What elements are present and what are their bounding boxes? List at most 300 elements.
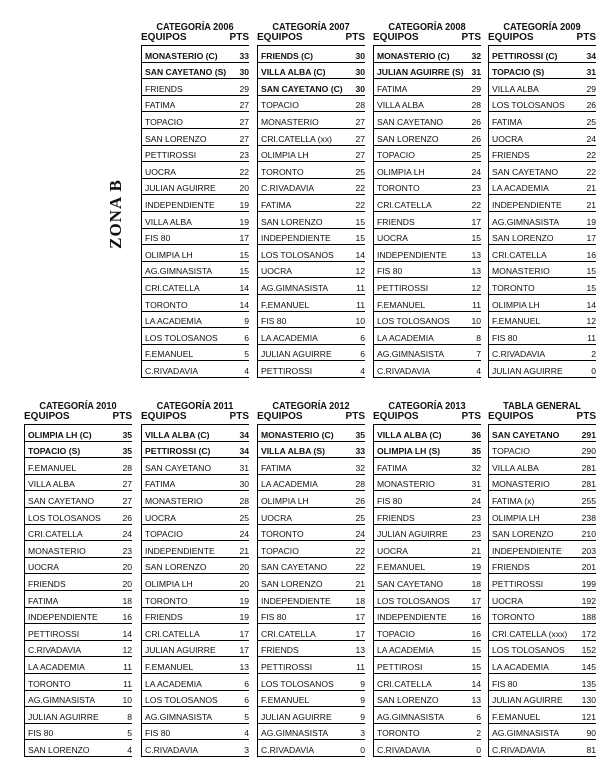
table-row: [142, 129, 249, 146]
table-row: [258, 195, 365, 212]
table-row: [489, 212, 596, 229]
team-points: 13: [239, 661, 249, 672]
table-row: [258, 608, 365, 625]
team-points: 20: [122, 562, 132, 573]
team-name: F.EMANUEL: [377, 562, 426, 573]
table-row: [374, 63, 481, 80]
header-pts: PTS: [576, 411, 596, 422]
team-points: 4: [244, 728, 249, 739]
table-row: [25, 541, 132, 558]
team-points: 17: [239, 628, 249, 639]
table-row: [258, 96, 365, 113]
team-points: 188: [581, 612, 596, 623]
team-name: PETTIROSSI: [261, 365, 313, 376]
table-row: [258, 229, 365, 246]
team-points: 22: [355, 183, 365, 194]
team-name: FIS 80: [28, 728, 54, 739]
table-row: [25, 442, 132, 459]
team-name: PETTIROSSI: [377, 282, 429, 293]
team-points: 16: [122, 612, 132, 623]
team-name: F.EMANUEL: [145, 349, 194, 360]
table-row: [142, 442, 249, 459]
team-name: LA ACADEMIA: [377, 645, 434, 656]
team-points: 15: [586, 282, 596, 293]
team-name: FATIMA: [145, 479, 176, 490]
table-row: [142, 245, 249, 262]
team-points: 29: [471, 83, 481, 94]
team-points: 6: [244, 678, 249, 689]
team-points: 6: [476, 711, 481, 722]
header-pts: PTS: [461, 411, 481, 422]
table-row: [25, 558, 132, 575]
table-row: [489, 674, 596, 691]
team-name: VILLA ALBA: [145, 216, 192, 227]
table-row: [489, 96, 596, 113]
team-name: INDEPENDIENTE: [492, 199, 562, 210]
team-name: MONASTERIO: [492, 479, 550, 490]
team-points: 31: [471, 479, 481, 490]
table-row: [489, 608, 596, 625]
team-name: SAN CAYETANO: [377, 578, 444, 589]
team-name: FRIENDS: [28, 578, 66, 589]
table-row: [142, 740, 249, 757]
team-name: C.RIVADAVIA: [261, 744, 315, 755]
table-row: [374, 361, 481, 378]
header-teams: EQUIPOS: [257, 411, 303, 422]
table-row: [258, 525, 365, 542]
team-points: 31: [239, 462, 249, 473]
table-row: [142, 162, 249, 179]
table-header: [257, 33, 365, 46]
table-row: [142, 96, 249, 113]
team-name: TORONTO: [492, 612, 535, 623]
table-title: CATEGORÍA 2006: [156, 22, 234, 33]
table-row: [258, 707, 365, 724]
table-row: [25, 591, 132, 608]
team-points: 23: [471, 512, 481, 523]
table-row: [258, 262, 365, 279]
team-points: 25: [239, 512, 249, 523]
team-points: 24: [122, 529, 132, 540]
team-points: 9: [360, 678, 365, 689]
team-name: LA ACADEMIA: [492, 183, 549, 194]
team-name: CRI.CATELLA: [145, 628, 200, 639]
team-points: 281: [581, 462, 596, 473]
team-points: 20: [239, 183, 249, 194]
team-name: C.RIVADAVIA: [492, 744, 546, 755]
table-row: [374, 79, 481, 96]
table-row: [489, 591, 596, 608]
team-name: SAN LORENZO: [145, 562, 207, 573]
table-row: [489, 525, 596, 542]
team-name: JULIAN AGUIRRE: [261, 349, 332, 360]
team-name: F.EMANUEL: [28, 462, 77, 473]
table-row: [489, 312, 596, 329]
team-points: 17: [586, 233, 596, 244]
team-points: 34: [239, 429, 249, 440]
table-row: [258, 312, 365, 329]
table-row: [142, 328, 249, 345]
team-points: 32: [471, 462, 481, 473]
team-points: 24: [471, 166, 481, 177]
team-points: 30: [239, 479, 249, 490]
table-row: [374, 345, 481, 362]
table-row: [374, 691, 481, 708]
team-points: 9: [360, 711, 365, 722]
team-points: 25: [586, 116, 596, 127]
table-row: [142, 195, 249, 212]
table-row: [489, 657, 596, 674]
team-name: JULIAN AGUIRRE: [492, 695, 563, 706]
team-name: OLIMPIA LH: [492, 299, 540, 310]
table-row: [489, 46, 596, 63]
team-points: 15: [239, 266, 249, 277]
table-row: [258, 295, 365, 312]
table-row: [489, 229, 596, 246]
team-points: 24: [471, 495, 481, 506]
team-points: 28: [355, 100, 365, 111]
table-row: [489, 146, 596, 163]
team-name: FATIMA: [261, 462, 292, 473]
table-title: TABLA GENERAL: [503, 401, 581, 412]
team-points: 3: [244, 744, 249, 755]
team-points: 12: [355, 266, 365, 277]
table-row: [258, 361, 365, 378]
table-row: [374, 624, 481, 641]
standings-table: [257, 22, 365, 378]
table-row: [374, 558, 481, 575]
table-row: [489, 707, 596, 724]
team-points: 12: [471, 282, 481, 293]
team-name: FATIMA: [145, 100, 176, 111]
team-name: TOPACIO (S): [28, 446, 81, 457]
team-points: 26: [122, 512, 132, 523]
table-row: [489, 328, 596, 345]
team-points: 16: [471, 612, 481, 623]
team-points: 12: [586, 316, 596, 327]
team-name: PETTIROSSI (C): [492, 50, 558, 61]
team-name: FIS 80: [261, 316, 287, 327]
team-name: F.EMANUEL: [145, 661, 194, 672]
table-row: [374, 475, 481, 492]
team-points: 17: [355, 612, 365, 623]
team-name: C.RIVADAVIA: [492, 349, 546, 360]
team-points: 5: [127, 728, 132, 739]
team-points: 28: [355, 479, 365, 490]
team-points: 30: [355, 50, 365, 61]
table-title: CATEGORÍA 2007: [272, 22, 350, 33]
table-row: [258, 574, 365, 591]
team-name: AG.GIMNASISTA: [377, 711, 445, 722]
team-points: 19: [239, 612, 249, 623]
team-name: FRIENDS (C): [261, 50, 314, 61]
team-points: 20: [239, 578, 249, 589]
standings-table: [373, 22, 481, 378]
table-title: CATEGORÍA 2010: [39, 401, 117, 412]
table-row: [258, 212, 365, 229]
team-points: 11: [356, 282, 365, 293]
team-points: 199: [581, 578, 596, 589]
table-row: [489, 740, 596, 757]
table-row: [489, 179, 596, 196]
table-row: [142, 475, 249, 492]
table-row: [142, 574, 249, 591]
table-row: [489, 691, 596, 708]
team-points: 14: [586, 299, 596, 310]
team-name: F.EMANUEL: [492, 316, 541, 327]
team-name: VILLA ALBA (C): [377, 429, 442, 440]
table-row: [142, 541, 249, 558]
team-points: 27: [355, 116, 365, 127]
team-points: 16: [586, 249, 596, 260]
table-header: [373, 412, 481, 425]
team-points: 0: [591, 365, 596, 376]
team-name: MONASTERIO: [145, 495, 203, 506]
team-points: 15: [471, 661, 481, 672]
table-row: [25, 691, 132, 708]
table-row: [374, 312, 481, 329]
team-name: FATIMA: [261, 199, 292, 210]
header-pts: PTS: [229, 32, 249, 43]
team-name: UOCRA: [492, 133, 524, 144]
team-points: 33: [239, 50, 249, 61]
team-points: 15: [586, 266, 596, 277]
team-points: 2: [591, 349, 596, 360]
header-teams: EQUIPOS: [373, 32, 419, 43]
team-points: 34: [586, 50, 596, 61]
team-name: AG.GIMNASISTA: [492, 728, 560, 739]
table-row: [258, 345, 365, 362]
team-name: INDEPENDIENTE: [145, 199, 215, 210]
team-points: 19: [471, 562, 481, 573]
team-points: 17: [355, 628, 365, 639]
table-row: [258, 591, 365, 608]
team-name: JULIAN AGUIRRE: [145, 183, 216, 194]
team-points: 17: [239, 233, 249, 244]
team-name: SAN CAYETANO: [492, 429, 560, 440]
team-name: UOCRA: [145, 166, 177, 177]
team-points: 11: [587, 332, 596, 343]
team-name: FATIMA: [377, 462, 408, 473]
standings-table: [488, 22, 596, 378]
team-points: 13: [355, 645, 365, 656]
team-name: PETTIROSI: [377, 661, 423, 672]
table-row: [374, 195, 481, 212]
team-points: 0: [360, 744, 365, 755]
standings-table: [257, 401, 365, 757]
table-row: [374, 508, 481, 525]
team-name: MONASTERIO: [261, 116, 319, 127]
team-name: INDEPENDIENTE: [261, 233, 331, 244]
team-name: TOPACIO: [145, 116, 183, 127]
team-name: CRI.CATELLA: [377, 199, 432, 210]
team-name: MONASTERIO (C): [377, 50, 450, 61]
team-name: VILLA ALBA: [492, 83, 539, 94]
team-name: TORONTO: [145, 299, 188, 310]
team-points: 28: [239, 495, 249, 506]
team-points: 10: [471, 316, 481, 327]
header-teams: EQUIPOS: [257, 32, 303, 43]
standings-table: [373, 401, 481, 757]
team-name: UOCRA: [28, 562, 60, 573]
team-points: 36: [471, 429, 481, 440]
table-title: CATEGORÍA 2008: [388, 22, 466, 33]
team-points: 22: [355, 562, 365, 573]
table-header: [141, 412, 249, 425]
team-points: 21: [471, 545, 481, 556]
table-row: [25, 641, 132, 658]
table-row: [142, 278, 249, 295]
team-name: VILLA ALBA (C): [145, 429, 210, 440]
team-points: 13: [471, 249, 481, 260]
header-pts: PTS: [112, 411, 132, 422]
team-name: PETTIROSSI (C): [145, 446, 211, 457]
table-row: [142, 608, 249, 625]
team-points: 24: [355, 529, 365, 540]
team-name: FATIMA: [28, 595, 59, 606]
table-row: [142, 361, 249, 378]
team-name: UOCRA: [261, 512, 293, 523]
team-points: 15: [355, 216, 365, 227]
team-points: 22: [355, 199, 365, 210]
team-points: 21: [586, 183, 596, 194]
table-row: [142, 591, 249, 608]
team-name: FRIENDS: [261, 645, 299, 656]
team-points: 13: [471, 266, 481, 277]
team-points: 20: [239, 562, 249, 573]
team-points: 31: [471, 67, 481, 78]
team-name: OLIMPIA LH (S): [377, 446, 441, 457]
team-name: MONASTERIO: [492, 266, 550, 277]
table-row: [489, 278, 596, 295]
team-name: INDEPENDIENTE: [28, 612, 98, 623]
team-name: JULIAN AGUIRRE: [377, 529, 448, 540]
team-name: TOPACIO: [377, 150, 415, 161]
team-points: 4: [360, 365, 365, 376]
team-name: FATIMA: [492, 116, 523, 127]
team-points: 25: [471, 150, 481, 161]
team-points: 9: [244, 316, 249, 327]
team-name: FRIENDS: [377, 512, 415, 523]
team-points: 17: [471, 216, 481, 227]
team-points: 4: [476, 365, 481, 376]
table-row: [142, 345, 249, 362]
team-name: LOS TOLOSANOS: [492, 645, 565, 656]
team-points: 15: [471, 645, 481, 656]
team-name: OLIMPIA LH: [377, 166, 425, 177]
table-row: [489, 262, 596, 279]
table-row: [489, 458, 596, 475]
team-name: TOPACIO (S): [492, 67, 545, 78]
team-name: CRI.CATELLA: [261, 628, 316, 639]
team-name: F.EMANUEL: [492, 711, 541, 722]
table-row: [258, 442, 365, 459]
team-name: FATIMA: [377, 83, 408, 94]
team-points: 172: [581, 628, 596, 639]
team-points: 210: [581, 529, 596, 540]
table-row: [25, 657, 132, 674]
standings-table: [24, 401, 132, 757]
team-points: 26: [471, 116, 481, 127]
table-row: [374, 179, 481, 196]
table-row: [489, 541, 596, 558]
team-name: FIS 80: [145, 233, 171, 244]
team-name: C.RIVADAVIA: [28, 645, 82, 656]
team-points: 21: [586, 199, 596, 210]
team-name: FATIMA (x): [492, 495, 535, 506]
header-teams: EQUIPOS: [488, 32, 534, 43]
table-row: [374, 740, 481, 757]
team-points: 19: [239, 199, 249, 210]
table-row: [489, 361, 596, 378]
team-points: 29: [239, 83, 249, 94]
table-row: [142, 674, 249, 691]
team-name: FRIENDS: [145, 83, 183, 94]
table-row: [489, 624, 596, 641]
team-name: TORONTO: [377, 728, 420, 739]
team-points: 15: [471, 233, 481, 244]
team-points: 203: [581, 545, 596, 556]
table-row: [489, 345, 596, 362]
team-name: SAN CAYETANO (S): [145, 67, 227, 78]
team-points: 121: [581, 711, 596, 722]
table-row: [142, 79, 249, 96]
team-name: TORONTO: [377, 183, 420, 194]
team-name: LOS TOLOSANOS: [145, 695, 218, 706]
team-points: 238: [581, 512, 596, 523]
table-body: [373, 46, 481, 378]
team-name: AG.GIMNASISTA: [377, 349, 445, 360]
table-row: [142, 212, 249, 229]
team-points: 201: [581, 562, 596, 573]
team-points: 28: [471, 100, 481, 111]
team-points: 22: [239, 166, 249, 177]
header-teams: EQUIPOS: [24, 411, 70, 422]
team-points: 22: [355, 545, 365, 556]
table-row: [25, 740, 132, 757]
team-name: JULIAN AGUIRRE: [145, 645, 216, 656]
header-teams: EQUIPOS: [488, 411, 534, 422]
table-header: [373, 33, 481, 46]
team-points: 30: [355, 67, 365, 78]
header-teams: EQUIPOS: [141, 411, 187, 422]
team-name: SAN LORENZO: [377, 695, 439, 706]
table-row: [25, 707, 132, 724]
team-points: 130: [581, 695, 596, 706]
team-points: 8: [476, 332, 481, 343]
team-points: 23: [471, 183, 481, 194]
team-points: 10: [355, 316, 365, 327]
team-points: 6: [244, 332, 249, 343]
team-points: 5: [244, 711, 249, 722]
team-points: 32: [471, 50, 481, 61]
team-name: JULIAN AGUIRRE: [28, 711, 99, 722]
team-points: 35: [471, 446, 481, 457]
team-name: LOS TOLOSANOS: [261, 249, 334, 260]
table-row: [258, 46, 365, 63]
table-row: [258, 179, 365, 196]
team-name: AG.GIMNASISTA: [492, 216, 560, 227]
table-row: [142, 491, 249, 508]
table-row: [258, 541, 365, 558]
table-row: [489, 574, 596, 591]
team-name: TORONTO: [145, 595, 188, 606]
header-pts: PTS: [229, 411, 249, 422]
team-name: LA ACADEMIA: [145, 678, 202, 689]
table-body: [257, 425, 365, 757]
team-points: 13: [471, 695, 481, 706]
table-row: [258, 63, 365, 80]
